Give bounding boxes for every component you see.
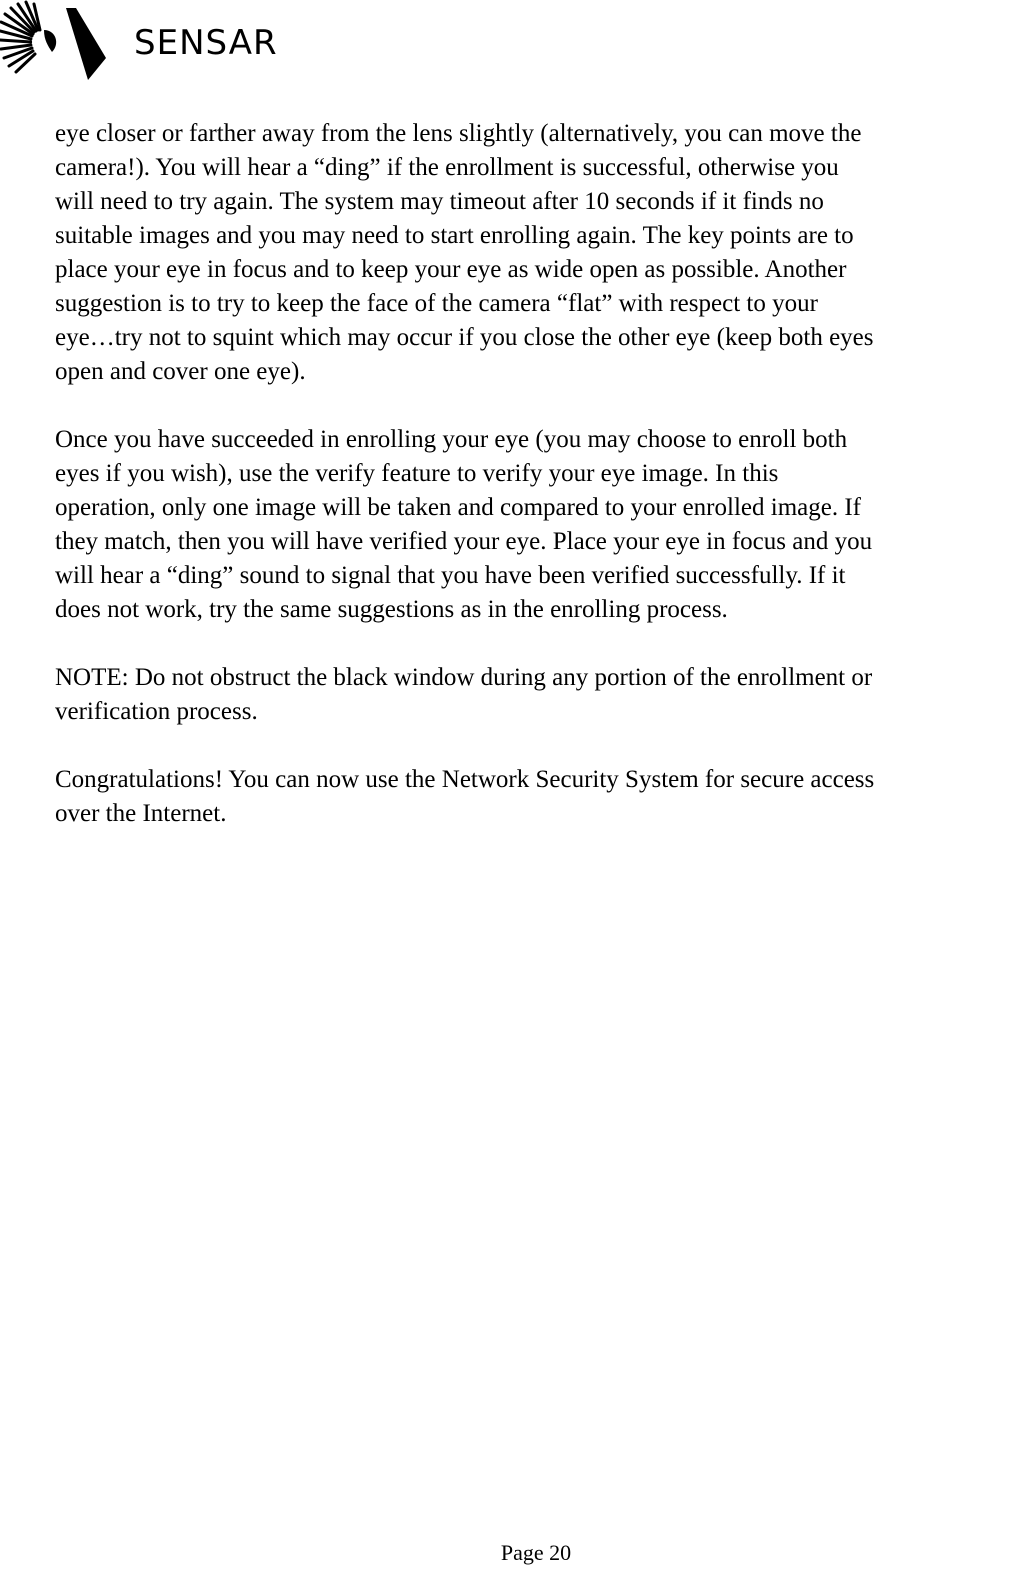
text-line: suitable images and you may need to start enrolling again. The key points are to [55, 222, 854, 249]
paragraph-congratulations [55, 763, 1023, 831]
paragraph-enrollment-tips [55, 117, 1023, 389]
text-line: verification process. [55, 698, 258, 725]
text-line: Once you have succeeded in enrolling your eye (you may choose to enroll both [55, 426, 848, 453]
document-body [55, 117, 1023, 865]
text-line: does not work, try the same suggestions as in the enrolling process. [55, 596, 728, 623]
sensar-logo [0, 0, 290, 86]
text-line: NOTE: Do not obstruct the black window during any portion of the enrollment or [55, 664, 873, 691]
logo-wordmark: SENSAR [134, 23, 278, 63]
text-line: place your eye in focus and to keep your eye as wide open as possible. Another [55, 256, 847, 283]
text-line: operation, only one image will be taken and compared to your enrolled image. If [55, 494, 861, 521]
text-line: open and cover one eye). [55, 358, 306, 385]
text-line: over the Internet. [55, 800, 227, 827]
text-line: eye…try not to squint which may occur if you close the other eye (keep both eyes [55, 324, 874, 351]
page-number: Page 20 [500, 1540, 572, 1565]
paragraph-verification [55, 423, 1023, 627]
text-line: Congratulations! You can now use the Network Security System for secure access [55, 766, 875, 793]
text-line: they match, then you will have verified your eye. Place your eye in focus and you [55, 528, 873, 555]
text-line: suggestion is to try to keep the face of the camera “flat” with respect to your [55, 290, 818, 317]
text-line: camera!). You will hear a “ding” if the enrollment is successful, otherwise you [55, 154, 839, 181]
sensar-eye-logo-icon [0, 0, 130, 86]
text-line: eyes if you wish), use the verify feature to verify your eye image. In this [55, 460, 779, 487]
paragraph-note [55, 661, 1023, 729]
text-line: will need to try again. The system may timeout after 10 seconds if it finds no [55, 188, 824, 215]
text-line: eye closer or farther away from the lens slightly (alternatively, you can move the [55, 120, 862, 147]
text-line: will hear a “ding” sound to signal that you have been verified successfully. If it [55, 562, 846, 589]
